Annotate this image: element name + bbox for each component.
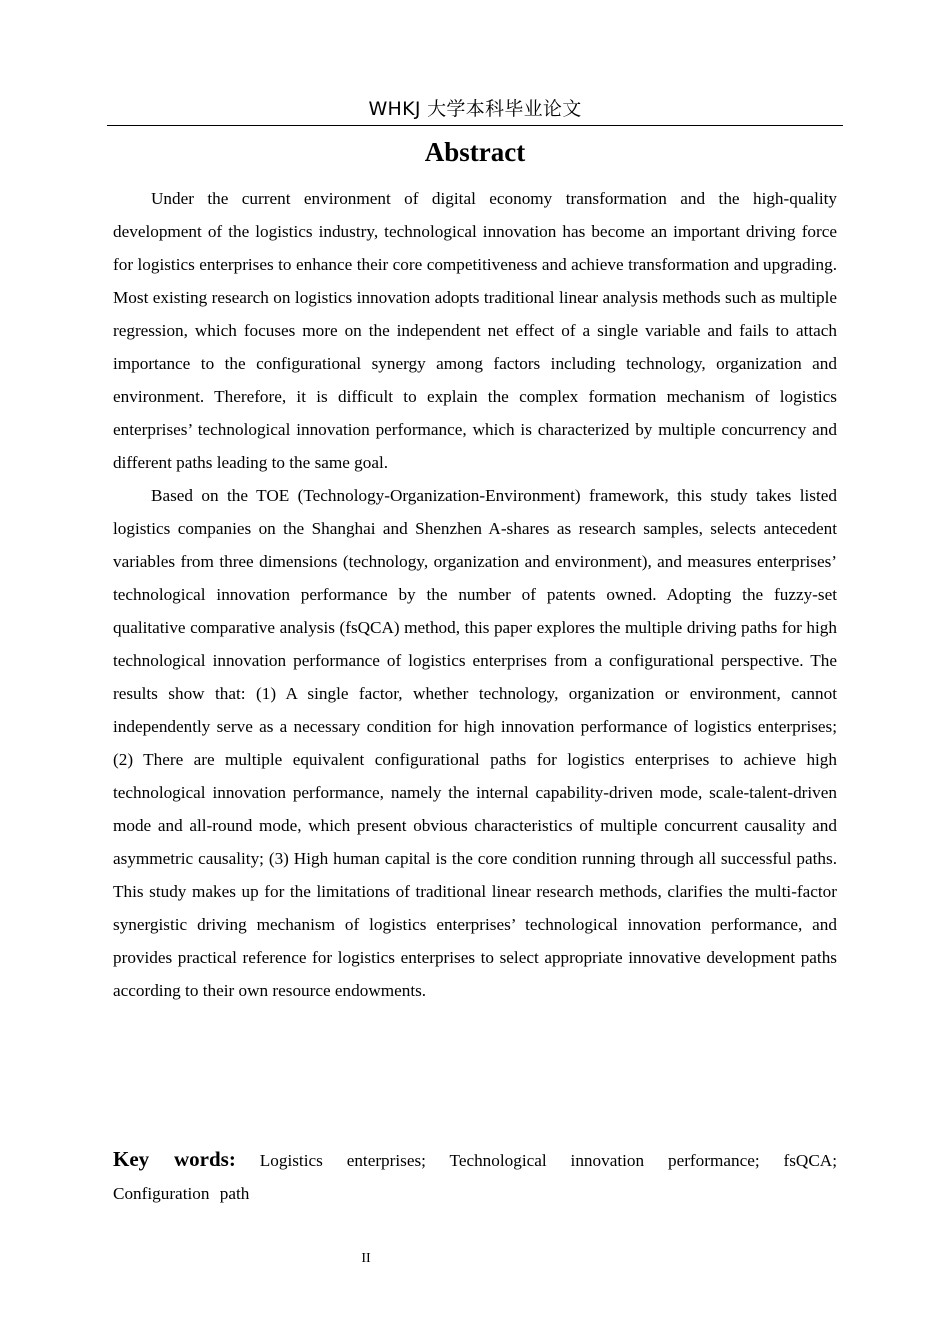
abstract-paragraph-1: Under the current environment of digital economy transformation and the high-quality development of the logistics industry, technological innovation has become an important driving force for logistics enterprises to enhance their core competitiveness and achieve transformation and upgrading. Most existing research on logistics innovation adopts traditional linear analysis methods such as multiple regression, which focuses more on the independent net effect of a single variable and fails to attach importance to the configurational synergy among factors including technology, organization and environment. Therefore, it is difficult to explain the complex formation mechanism of logistics enterprises’ technological innovation performance, which is characterized by multiple concurrency and different paths leading to the same goal. — [113, 189, 837, 472]
abstract-title: Abstract — [424, 137, 526, 167]
page-header — [107, 96, 843, 126]
keywords-text: Logistics enterprises; Technological innovation performance; fsQCA; Configuration path — [113, 1151, 837, 1203]
abstract-paragraph-2: Based on the TOE (Technology-Organization-Environment) framework, this study takes listed logistics companies on the Shanghai and Shenzhen A-shares as research samples, selects antecedent variables from three dimensions (technology, organization and environment), and measures enterprises’ technological innovation performance by the number of patents owned. Adopting the fuzzy-set qualitative comparative analysis (fsQCA) method, this paper explores the multiple driving paths for high technological innovation performance of logistics enterprises from a configurational perspective. The results show that: (1) A single factor, whether technology, organization or environment, cannot independently serve as a necessary condition for high innovation performance of logistics enterprises; (2) There are multiple equivalent configurational paths for logistics enterprises to achieve high technological innovation performance, namely the internal capability-driven mode, scale-talent-driven mode and all-round mode, which present obvious characteristics of multiple concurrent causality and asymmetric causality; (3) High human capital is the core condition running through all successful paths. This study makes up for the limitations of traditional linear research methods, clarifies the multi-factor synergistic driving mechanism of logistics enterprises’ technological innovation performance, and provides practical reference for logistics enterprises to select appropriate innovative development paths according to their own resource endowments. — [113, 486, 837, 1000]
keywords-label: Key words: — [113, 1147, 236, 1171]
keywords-section — [113, 1143, 837, 1210]
page-number: II — [361, 1251, 371, 1266]
abstract-body — [113, 182, 837, 1007]
header-title: WHKJ 大学本科毕业论文 — [368, 98, 582, 120]
